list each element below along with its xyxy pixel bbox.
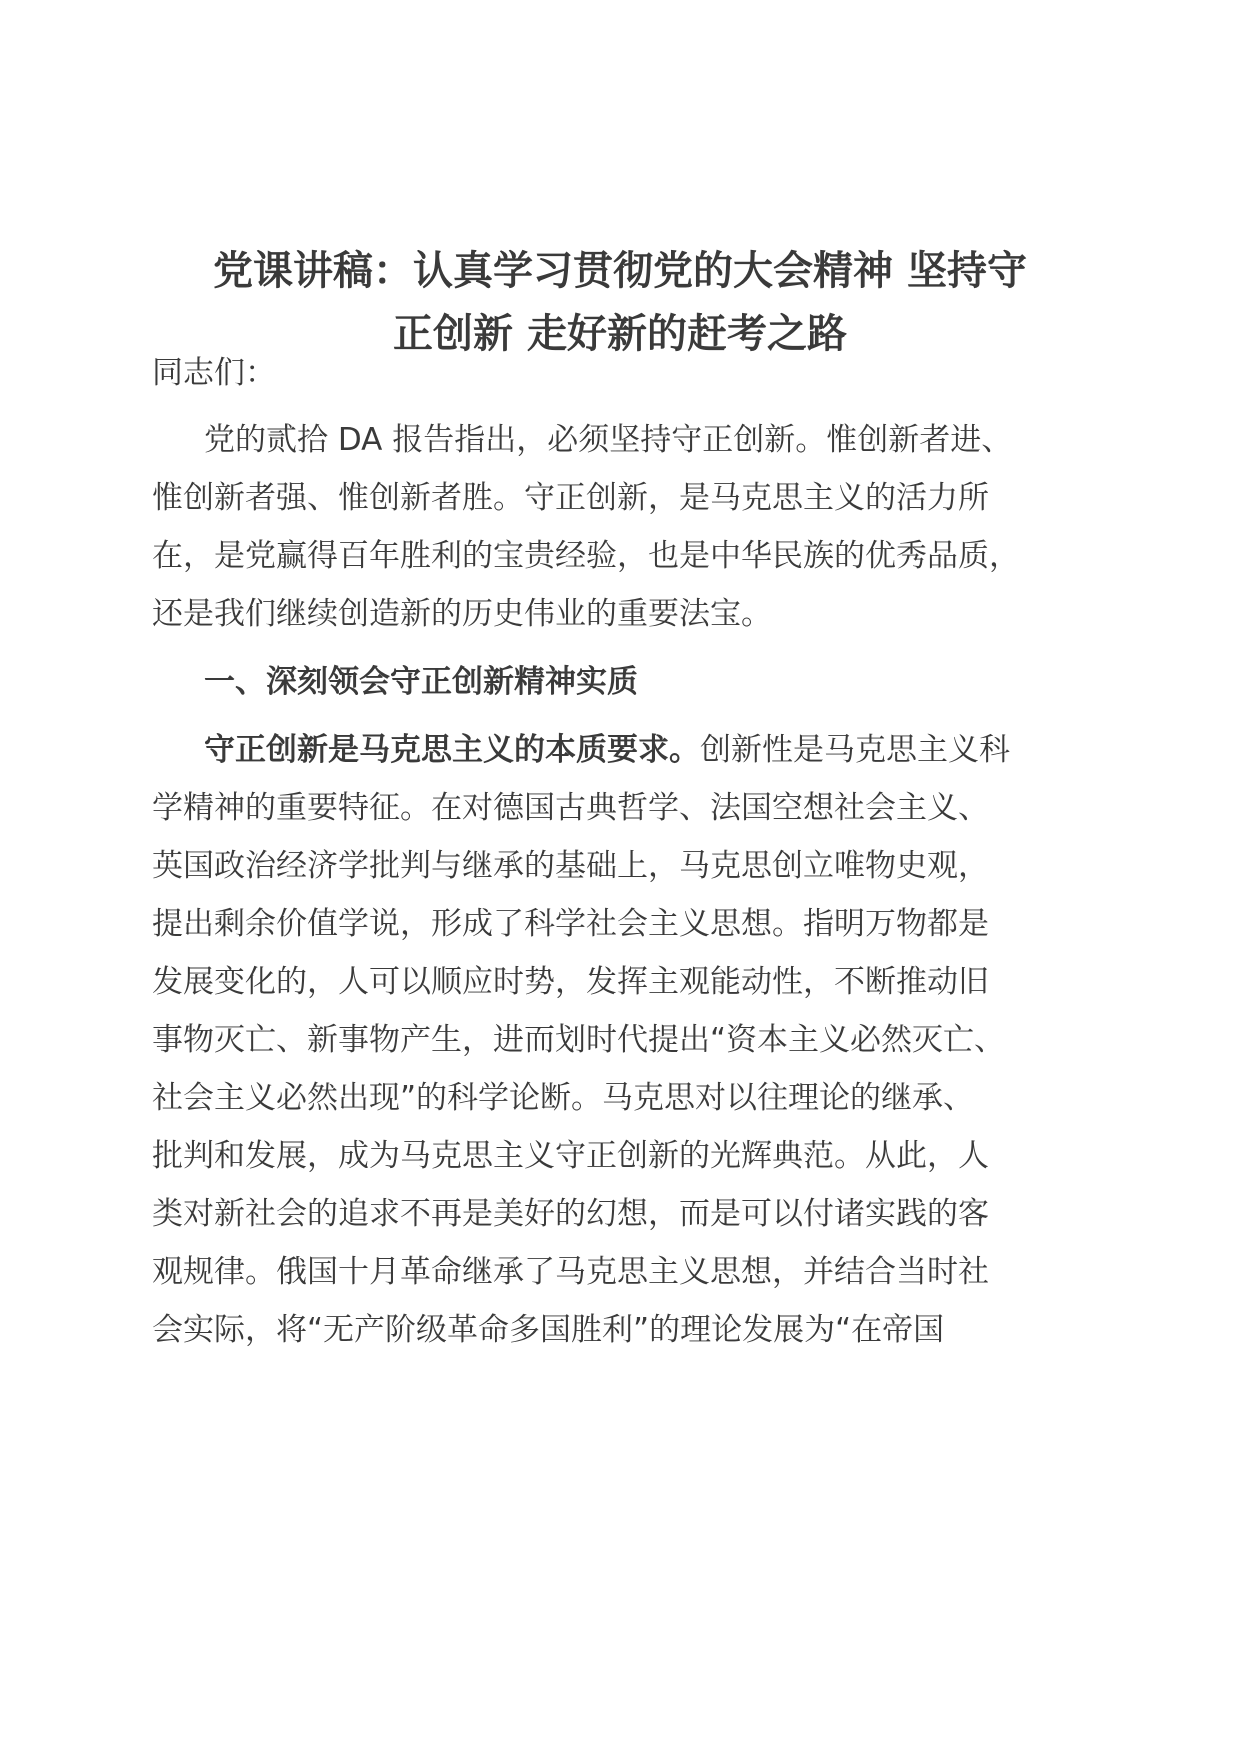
paragraph-2-first-line-rest: 创新性是马克思主义科 <box>700 732 1010 768</box>
paragraph-2-line-9: 类对新社会的追求不再是美好的幻想，而是可以付诸实践的客 <box>152 1196 989 1232</box>
paragraph-1-line-1: 党的贰拾 DA 报告指出，必须坚持守正创新。惟创新者进、 <box>204 422 1013 458</box>
section-heading: 一、深刻领会守正创新精神实质 <box>204 664 638 700</box>
paragraph-1-line-4: 还是我们继续创造新的历史伟业的重要法宝。 <box>152 596 772 632</box>
paragraph-2-line-2: 学精神的重要特征。在对德国古典哲学、法国空想社会主义、 <box>152 790 989 826</box>
paragraph-2-line-3: 英国政治经济学批判与继承的基础上，马克思创立唯物史观， <box>152 848 989 884</box>
paragraph-2-line-8: 批判和发展，成为马克思主义守正创新的光辉典范。从此，人 <box>152 1138 989 1174</box>
document-title-line-2: 正创新 走好新的赶考之路 <box>393 311 847 357</box>
document-title-line-1: 党课讲稿：认真学习贯彻党的大会精神 坚持守 <box>213 248 1027 294</box>
paragraph-2-line-10: 观规律。俄国十月革命继承了马克思主义思想，并结合当时社 <box>152 1254 989 1290</box>
paragraph-1-line-2: 惟创新者强、惟创新者胜。守正创新，是马克思主义的活力所 <box>152 480 989 516</box>
paragraph-2-line-1 <box>204 726 1144 774</box>
paragraph-2-lead-bold: 守正创新是马克思主义的本质要求。 <box>204 732 700 768</box>
paragraph-2-line-7: 社会主义必然出现”的科学论断。马克思对以往理论的继承、 <box>152 1080 975 1116</box>
paragraph-1-line-3: 在，是党赢得百年胜利的宝贵经验，也是中华民族的优秀品质， <box>152 538 1020 574</box>
paragraph-2-line-11: 会实际，将“无产阶级革命多国胜利”的理论发展为“在帝国 <box>152 1312 945 1348</box>
salutation: 同志们： <box>152 355 276 391</box>
paragraph-2-line-6: 事物灭亡、新事物产生，进而划时代提出“资本主义必然灭亡、 <box>152 1022 1006 1058</box>
paragraph-2-line-4: 提出剩余价值学说，形成了科学社会主义思想。指明万物都是 <box>152 906 989 942</box>
paragraph-2-line-5: 发展变化的，人可以顺应时势，发挥主观能动性，不断推动旧 <box>152 964 989 1000</box>
